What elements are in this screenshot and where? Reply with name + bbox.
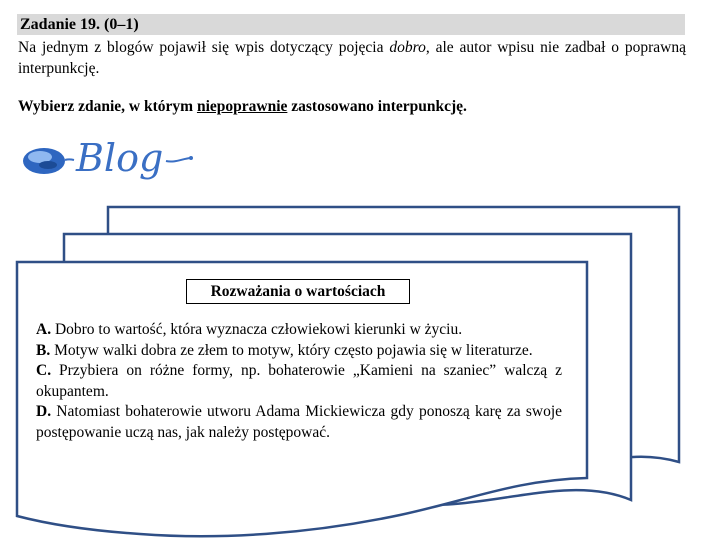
option-a[interactable] [36,320,562,341]
option-text: Natomiast bohaterowie utworu Adama Mickiewicza gdy ponoszą karę za swoje postępowanie uczą nas, jak należy postępować. [36,403,563,441]
blog-logo-text: Blog [76,136,164,180]
option-b[interactable] [36,341,562,362]
option-letter: A. [36,321,52,338]
box-title: Rozważania o wartościach [186,279,410,304]
option-text: Przybiera on różne formy, np. bohaterowie „Kamieni na szaniec” walczą z okupantem. [36,362,562,400]
answer-options [36,320,562,444]
instruction-text-after: zastosowano interpunkcję. [287,98,467,115]
instruction-underlined-word: niepoprawnie [196,98,288,115]
option-letter: C. [36,362,52,380]
instruction-text-before: Wybierz zdanie, w którym [18,98,197,115]
option-letter: B. [36,341,51,359]
intro-term: dobro [389,39,426,56]
task-title: Zadanie 19. (0–1) [20,16,139,33]
option-text: Dobro to wartość, która wyznacza człowiekowi kierunki w życiu. [54,321,463,338]
option-letter: D. [36,403,52,421]
intro-text-before: Na jednym z blogów pojawił się wpis dotyczący pojęcia [18,39,390,56]
option-d[interactable] [36,402,562,443]
intro-text-after: , ale autor wpisu nie zadbał o poprawną interpunkcję. [18,39,686,77]
option-text: Motyw walki dobra ze złem to motyw, który często pojawia się w literaturze. [54,341,533,359]
option-c[interactable] [36,361,562,402]
